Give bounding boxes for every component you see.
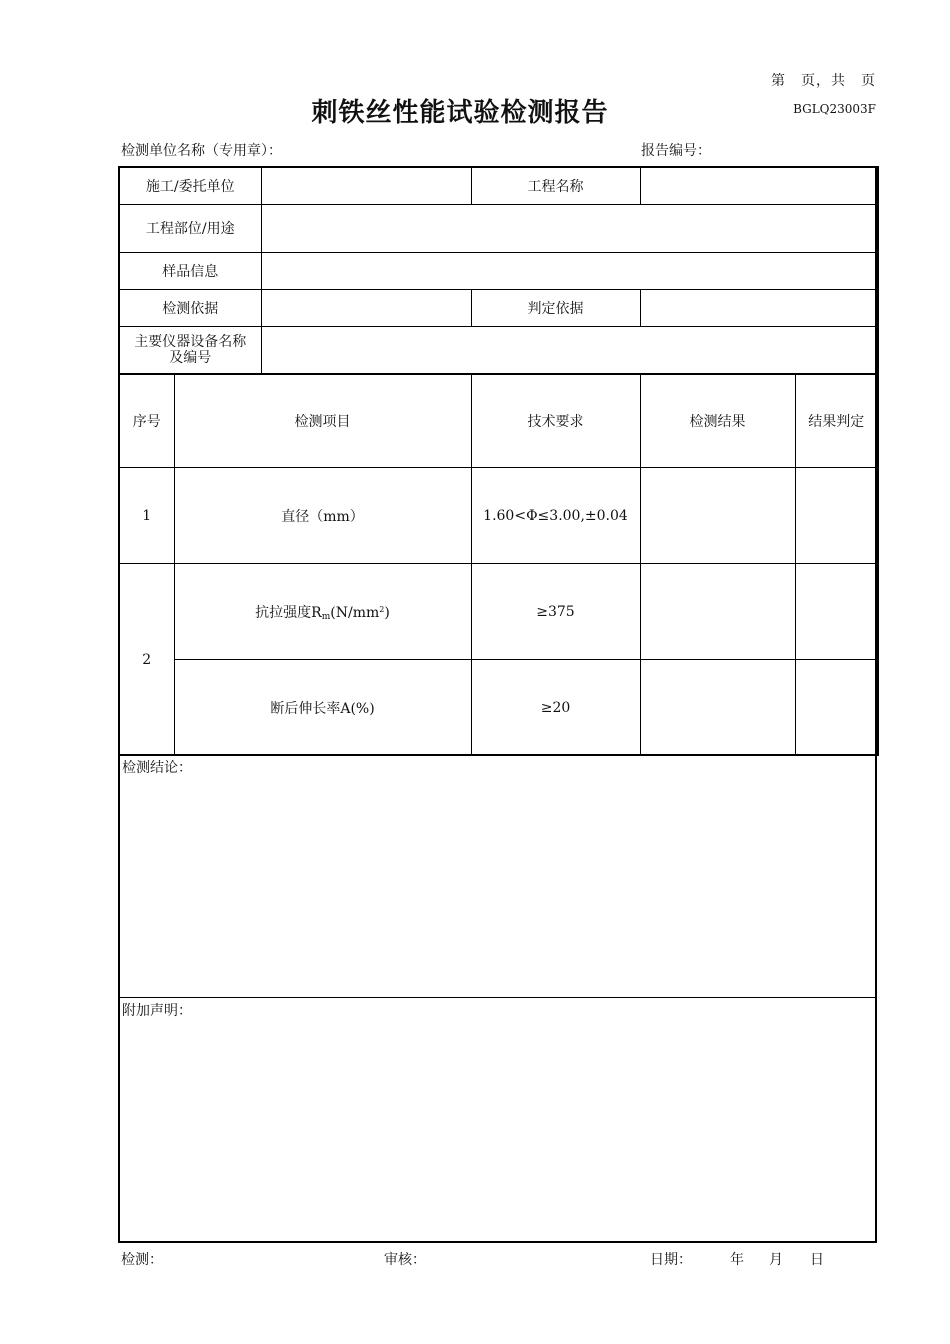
conclusion-label: 检测结论： (122, 760, 192, 776)
page-title: 刺铁丝性能试验检测报告 (311, 98, 609, 128)
col-header-no: 序号 (119, 374, 174, 468)
remarks-label: 附加声明： (122, 1003, 192, 1019)
col-header-judgement: 结果判定 (795, 374, 878, 468)
row-result-field[interactable] (640, 660, 795, 756)
testing-unit-label: 检测单位名称（专用章）： (121, 143, 282, 159)
date-label: 日期： (650, 1252, 692, 1268)
row-requirement: 1.60<Φ≤3.00,±0.04 (471, 468, 640, 564)
row-requirement: ≥375 (471, 564, 640, 660)
table-row (119, 468, 878, 564)
reviewer-label: 审核： (384, 1252, 426, 1268)
info-table (118, 166, 879, 375)
row-judgement-field[interactable] (795, 564, 878, 660)
row-result-field[interactable] (640, 564, 795, 660)
form-code: BGLQ23003F (793, 102, 876, 116)
row-requirement: ≥20 (471, 660, 640, 756)
judgement-basis-field[interactable] (640, 289, 878, 326)
remarks-section[interactable] (118, 997, 877, 1243)
tester-label: 检测： (121, 1252, 163, 1268)
equipment-label-line2: 及编号 (169, 349, 212, 366)
date-year: 年 (730, 1252, 744, 1268)
col-header-requirement: 技术要求 (471, 374, 640, 468)
contractor-label: 施工/委托单位 (119, 167, 261, 204)
row-judgement-field[interactable] (795, 468, 878, 564)
row-no: 1 (119, 468, 174, 564)
sample-info-field[interactable] (261, 252, 878, 289)
judgement-basis-label: 判定依据 (471, 289, 640, 326)
project-name-field[interactable] (640, 167, 878, 204)
row-item (174, 564, 471, 660)
equipment-field[interactable] (261, 326, 878, 374)
project-part-label: 工程部位/用途 (119, 204, 261, 252)
row-item: 断后伸长率A(%) (174, 660, 471, 756)
tensile-label: 抗拉强度R (255, 604, 322, 621)
date-day: 日 (810, 1252, 824, 1268)
col-header-result: 检测结果 (640, 374, 795, 468)
date-month: 月 (769, 1252, 783, 1268)
row-judgement-field[interactable] (795, 660, 878, 756)
test-basis-label: 检测依据 (119, 289, 261, 326)
col-header-item: 检测项目 (174, 374, 471, 468)
contractor-field[interactable] (261, 167, 471, 204)
row-no: 2 (119, 564, 174, 756)
row-result-field[interactable] (640, 468, 795, 564)
row-item: 直径（mm） (174, 468, 471, 564)
project-part-field[interactable] (261, 204, 878, 252)
tensile-unit-post: ) (384, 604, 390, 621)
table-row (119, 564, 878, 660)
equipment-label (119, 326, 261, 374)
tensile-superscript: 2 (379, 604, 385, 614)
project-name-label: 工程名称 (471, 167, 640, 204)
tensile-unit-pre: (N/mm (330, 604, 380, 621)
equipment-label-line1: 主要仪器设备名称 (134, 333, 247, 350)
results-table (118, 373, 879, 756)
table-row (119, 660, 878, 756)
report-number-label: 报告编号： (641, 143, 711, 159)
page-indicator: 第 页，共 页 (771, 73, 876, 89)
sample-info-label: 样品信息 (119, 252, 261, 289)
test-basis-field[interactable] (261, 289, 471, 326)
conclusion-section[interactable] (118, 754, 877, 997)
tensile-subscript: m (321, 611, 331, 622)
